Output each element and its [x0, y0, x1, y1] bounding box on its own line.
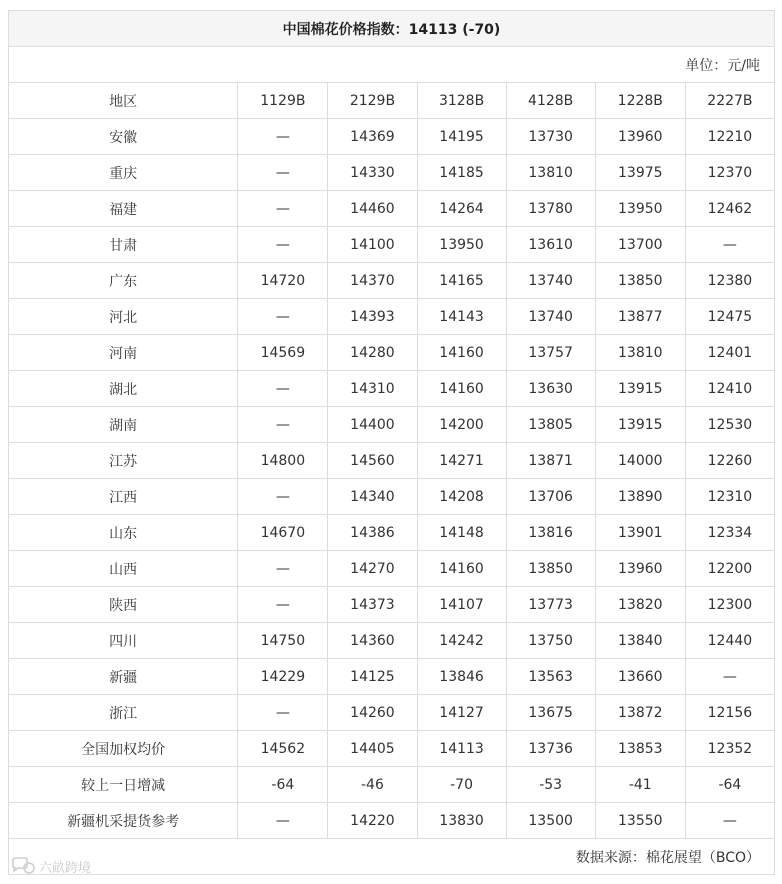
price-cell: 14100	[328, 227, 417, 263]
price-cell: 13740	[506, 299, 595, 335]
table-row	[9, 803, 775, 839]
price-cell: —	[238, 479, 328, 515]
table-row	[9, 587, 775, 623]
price-cell: 12530	[685, 407, 774, 443]
table-row	[9, 695, 775, 731]
price-cell: 14113	[417, 731, 506, 767]
price-cell: 12370	[685, 155, 774, 191]
price-cell: 12410	[685, 371, 774, 407]
price-cell: 13901	[595, 515, 685, 551]
price-cell: 13950	[417, 227, 506, 263]
price-cell: 13846	[417, 659, 506, 695]
header-grade: 2227B	[685, 83, 774, 119]
price-cell: 14373	[328, 587, 417, 623]
price-cell: —	[238, 371, 328, 407]
price-cell: -64	[238, 767, 328, 803]
header-grade: 1228B	[595, 83, 685, 119]
price-cell: 14165	[417, 263, 506, 299]
price-cell: 13850	[506, 551, 595, 587]
price-cell: 13780	[506, 191, 595, 227]
price-cell: 13500	[506, 803, 595, 839]
price-cell: -53	[506, 767, 595, 803]
region-cell: 新疆	[9, 659, 238, 695]
price-cell: -64	[685, 767, 774, 803]
chat-bubble-logo-icon	[10, 856, 36, 876]
price-cell: 13850	[595, 263, 685, 299]
table-row	[9, 119, 775, 155]
unit-label: 单位：元/吨	[9, 47, 775, 83]
table-row	[9, 479, 775, 515]
title-row	[9, 11, 775, 47]
price-cell: 14220	[328, 803, 417, 839]
price-cell: 14280	[328, 335, 417, 371]
table-row	[9, 227, 775, 263]
price-cell: —	[238, 551, 328, 587]
price-cell: 13757	[506, 335, 595, 371]
price-cell: 13915	[595, 407, 685, 443]
price-cell: —	[238, 119, 328, 155]
header-grade: 4128B	[506, 83, 595, 119]
table-row	[9, 659, 775, 695]
table-row	[9, 155, 775, 191]
price-cell: 14125	[328, 659, 417, 695]
price-cell: 13872	[595, 695, 685, 731]
region-cell: 新疆机采提货参考	[9, 803, 238, 839]
price-cell: 14800	[238, 443, 328, 479]
table-row	[9, 335, 775, 371]
price-cell: 14560	[328, 443, 417, 479]
region-cell: 山东	[9, 515, 238, 551]
price-cell: 12310	[685, 479, 774, 515]
table-row	[9, 443, 775, 479]
price-cell: —	[238, 227, 328, 263]
price-cell: —	[685, 803, 774, 839]
price-cell: 14148	[417, 515, 506, 551]
price-cell: 14310	[328, 371, 417, 407]
price-cell: 13950	[595, 191, 685, 227]
table-row	[9, 263, 775, 299]
price-cell: 14160	[417, 371, 506, 407]
price-cell: -46	[328, 767, 417, 803]
price-cell: 13773	[506, 587, 595, 623]
price-cell: 12401	[685, 335, 774, 371]
table-row	[9, 299, 775, 335]
price-cell: 14340	[328, 479, 417, 515]
price-cell: 14360	[328, 623, 417, 659]
price-cell: —	[685, 227, 774, 263]
price-cell: 14369	[328, 119, 417, 155]
price-cell: 14000	[595, 443, 685, 479]
price-cell: 14386	[328, 515, 417, 551]
price-cell: 13960	[595, 551, 685, 587]
region-cell: 江西	[9, 479, 238, 515]
price-cell: 13750	[506, 623, 595, 659]
region-cell: 福建	[9, 191, 238, 227]
price-cell: 14264	[417, 191, 506, 227]
region-cell: 广东	[9, 263, 238, 299]
price-cell: 13736	[506, 731, 595, 767]
price-cell: 14107	[417, 587, 506, 623]
price-cell: 14460	[328, 191, 417, 227]
source-row	[9, 839, 775, 875]
price-cell: —	[685, 659, 774, 695]
region-cell: 湖南	[9, 407, 238, 443]
region-cell: 陕西	[9, 587, 238, 623]
price-cell: 14270	[328, 551, 417, 587]
price-cell: —	[238, 803, 328, 839]
price-cell: 14208	[417, 479, 506, 515]
price-cell: 14242	[417, 623, 506, 659]
price-cell: 14229	[238, 659, 328, 695]
price-cell: 14370	[328, 263, 417, 299]
price-cell: 14143	[417, 299, 506, 335]
watermark-text: 六畝跨境	[39, 860, 92, 876]
price-cell: 14670	[238, 515, 328, 551]
header-grade: 1129B	[238, 83, 328, 119]
price-cell: 13840	[595, 623, 685, 659]
price-cell: 12352	[685, 731, 774, 767]
region-cell: 河北	[9, 299, 238, 335]
region-cell: 浙江	[9, 695, 238, 731]
price-cell: —	[238, 191, 328, 227]
header-grade: 3128B	[417, 83, 506, 119]
price-cell: 13810	[595, 335, 685, 371]
region-cell: 安徽	[9, 119, 238, 155]
price-cell: 14260	[328, 695, 417, 731]
price-cell: 14400	[328, 407, 417, 443]
price-cell: 12440	[685, 623, 774, 659]
price-cell: 14127	[417, 695, 506, 731]
price-cell: 13853	[595, 731, 685, 767]
source-label: 数据来源：棉花展望（BCO）	[9, 839, 775, 875]
price-cell: —	[238, 155, 328, 191]
unit-row	[9, 47, 775, 83]
table-row	[9, 371, 775, 407]
header-region: 地区	[9, 83, 238, 119]
region-cell: 山西	[9, 551, 238, 587]
price-cell: 13805	[506, 407, 595, 443]
price-cell: 14185	[417, 155, 506, 191]
price-cell: 14271	[417, 443, 506, 479]
region-cell: 甘肃	[9, 227, 238, 263]
price-cell: 13820	[595, 587, 685, 623]
region-cell: 重庆	[9, 155, 238, 191]
price-cell: -41	[595, 767, 685, 803]
region-cell: 江苏	[9, 443, 238, 479]
price-cell: 13830	[417, 803, 506, 839]
price-cell: 12462	[685, 191, 774, 227]
price-cell: 13810	[506, 155, 595, 191]
price-cell: 14160	[417, 335, 506, 371]
price-cell: 14569	[238, 335, 328, 371]
price-cell: 13660	[595, 659, 685, 695]
price-cell: 12156	[685, 695, 774, 731]
table-row	[9, 551, 775, 587]
price-cell: 13960	[595, 119, 685, 155]
price-cell: 13730	[506, 119, 595, 155]
price-cell: —	[238, 695, 328, 731]
price-cell: 14720	[238, 263, 328, 299]
region-cell: 全国加权均价	[9, 731, 238, 767]
region-cell: 湖北	[9, 371, 238, 407]
table-title: 中国棉花价格指数：14113 (-70)	[9, 11, 775, 47]
price-cell: 13610	[506, 227, 595, 263]
price-cell: 14200	[417, 407, 506, 443]
price-cell: 14195	[417, 119, 506, 155]
price-cell: 12200	[685, 551, 774, 587]
table-row	[9, 191, 775, 227]
price-cell: 13877	[595, 299, 685, 335]
watermark	[10, 856, 91, 876]
price-cell: 13871	[506, 443, 595, 479]
region-cell: 河南	[9, 335, 238, 371]
price-cell: 14330	[328, 155, 417, 191]
price-cell: 12260	[685, 443, 774, 479]
price-cell: 14393	[328, 299, 417, 335]
price-cell: 13550	[595, 803, 685, 839]
price-cell: 13630	[506, 371, 595, 407]
cotton-price-table	[8, 10, 775, 875]
price-cell: 13706	[506, 479, 595, 515]
price-cell: 12300	[685, 587, 774, 623]
table-row	[9, 623, 775, 659]
price-cell: 13700	[595, 227, 685, 263]
price-cell: —	[238, 299, 328, 335]
price-cell: 12334	[685, 515, 774, 551]
price-cell: 12475	[685, 299, 774, 335]
price-cell: 13915	[595, 371, 685, 407]
price-cell: 13890	[595, 479, 685, 515]
table-row	[9, 515, 775, 551]
table-row	[9, 731, 775, 767]
price-cell: 14405	[328, 731, 417, 767]
header-grade: 2129B	[328, 83, 417, 119]
price-cell: 14562	[238, 731, 328, 767]
table-row	[9, 767, 775, 803]
region-cell: 四川	[9, 623, 238, 659]
price-cell: -70	[417, 767, 506, 803]
table-row	[9, 407, 775, 443]
price-cell: —	[238, 407, 328, 443]
price-cell: 12210	[685, 119, 774, 155]
price-cell: —	[238, 587, 328, 623]
price-cell: 13975	[595, 155, 685, 191]
price-cell: 13816	[506, 515, 595, 551]
price-cell: 13563	[506, 659, 595, 695]
header-row	[9, 83, 775, 119]
region-cell: 较上一日增减	[9, 767, 238, 803]
price-cell: 13675	[506, 695, 595, 731]
price-cell: 12380	[685, 263, 774, 299]
price-cell: 14160	[417, 551, 506, 587]
price-cell: 13740	[506, 263, 595, 299]
price-cell: 14750	[238, 623, 328, 659]
